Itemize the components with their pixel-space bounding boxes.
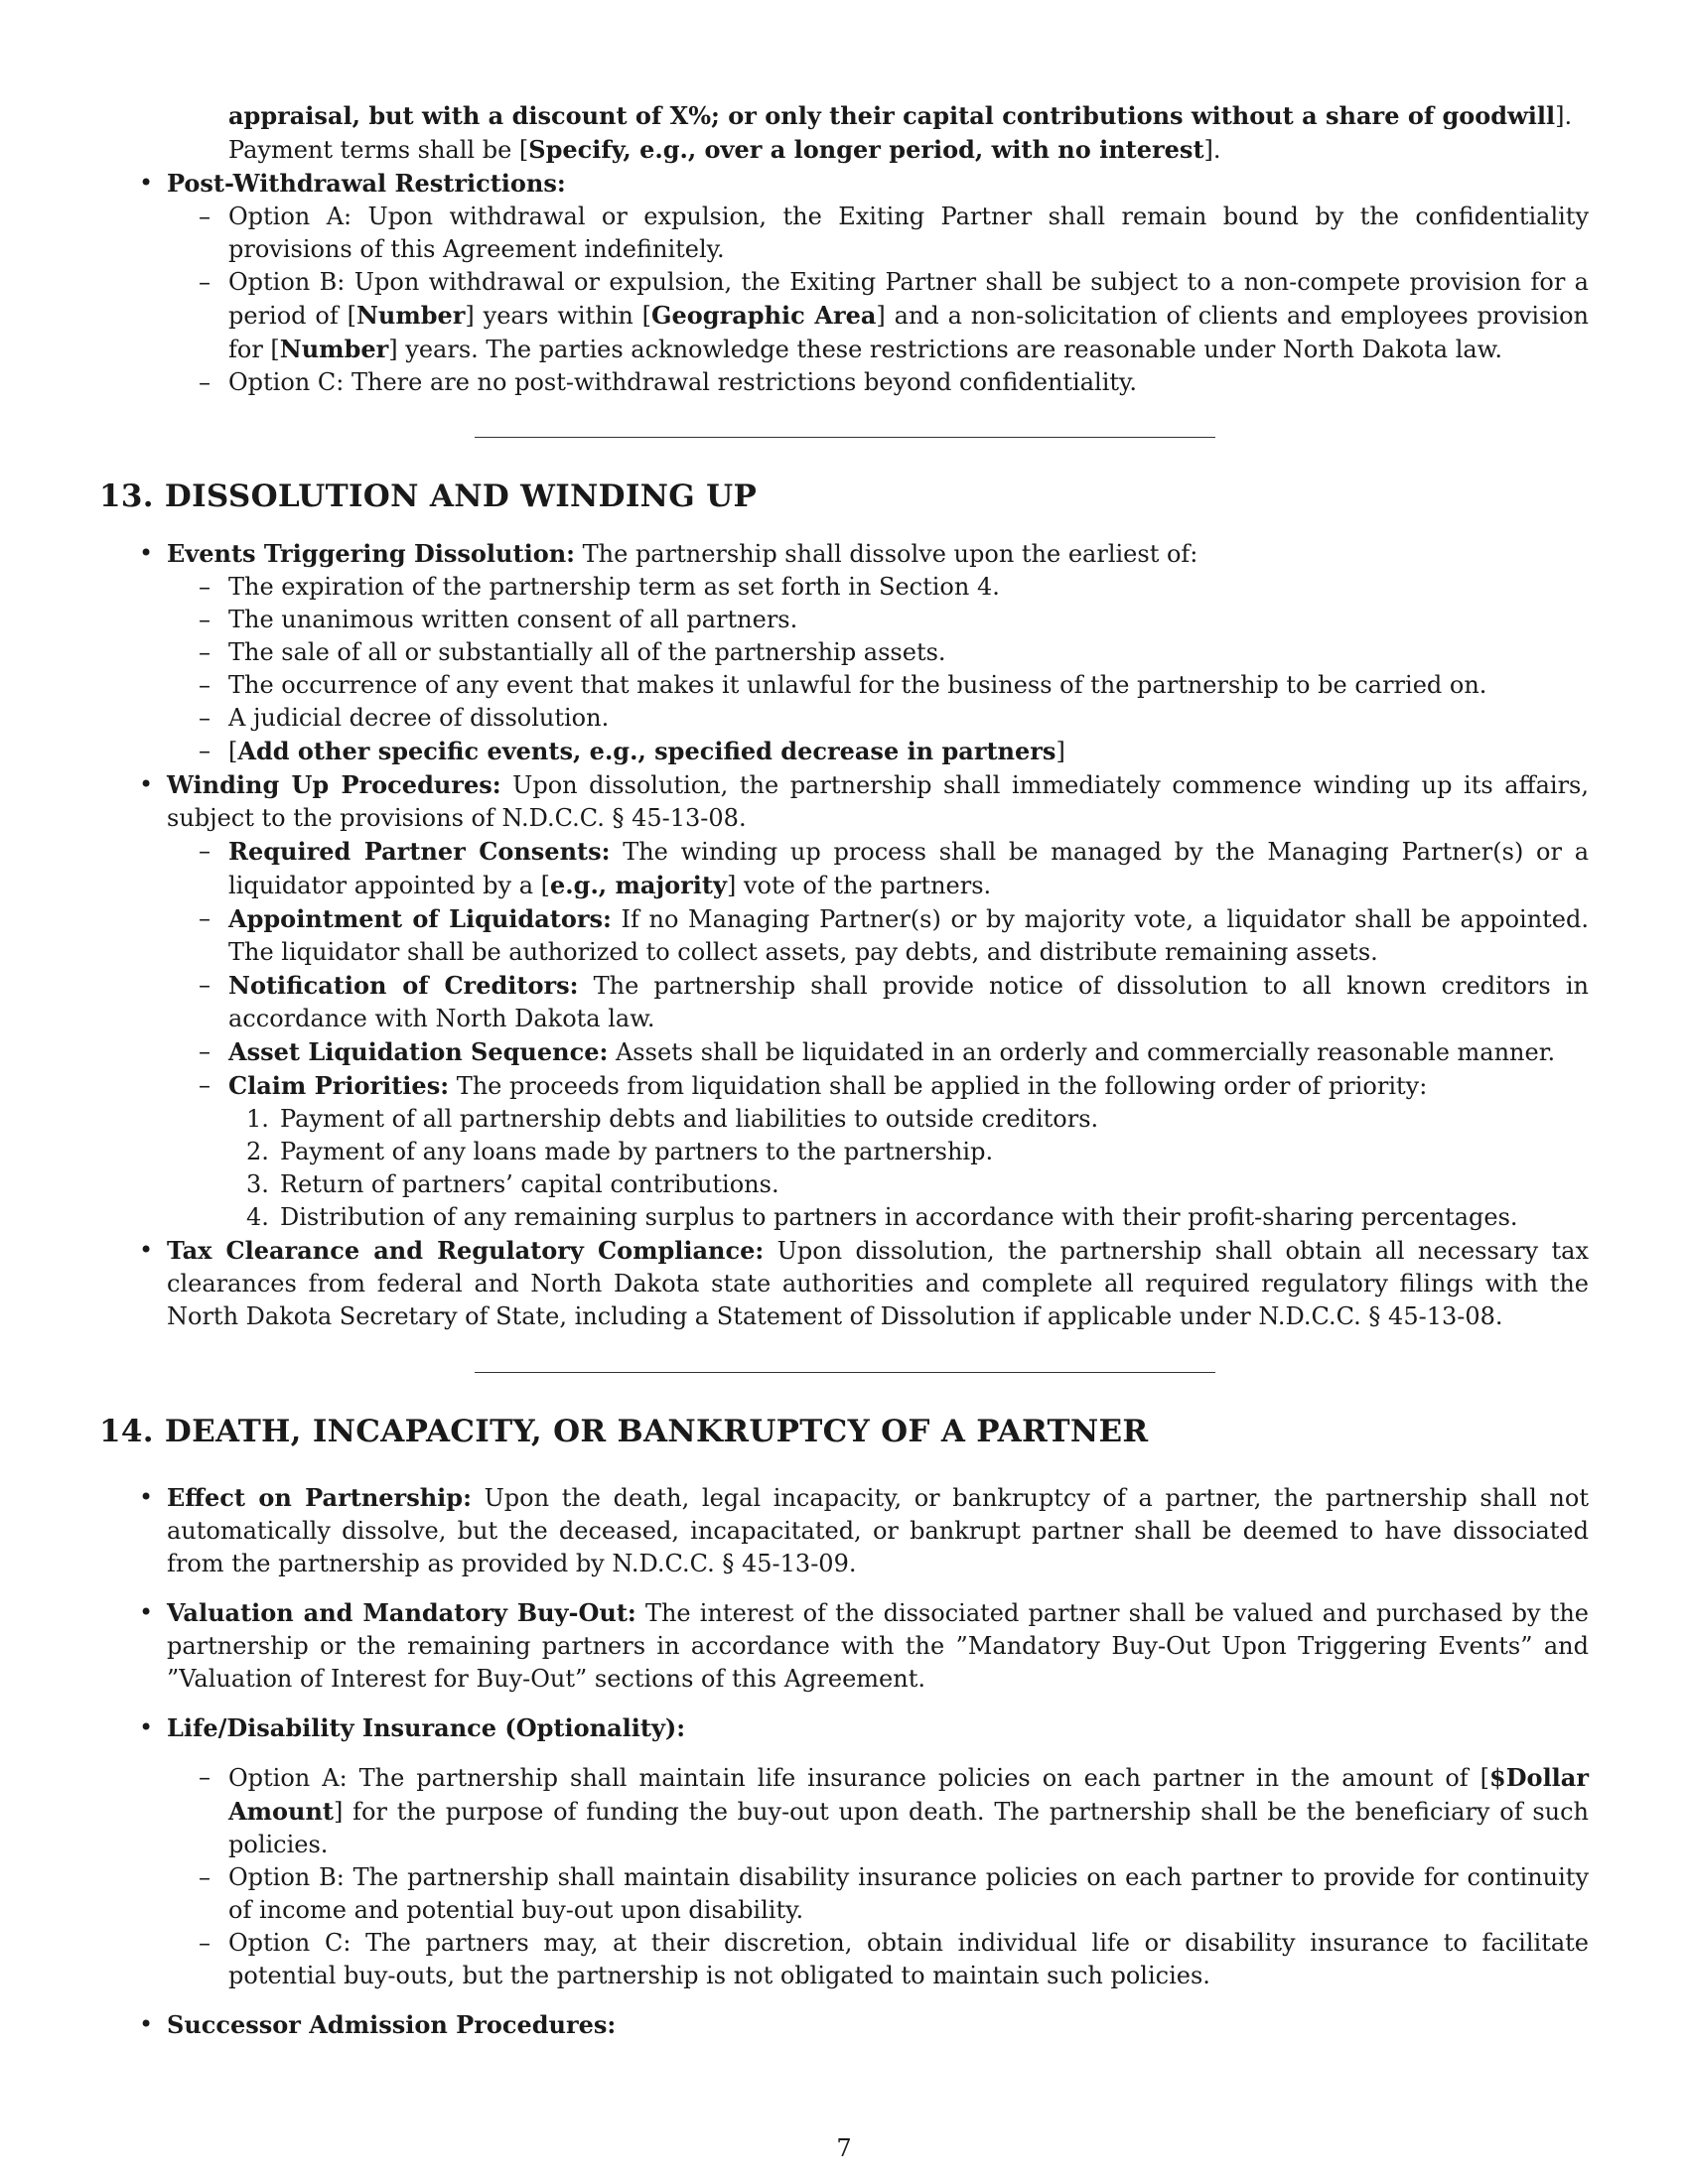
successor-item: • Successor Admission Procedures: bbox=[99, 2008, 1589, 2042]
event-1: – The expiration of the partnership term as set forth in Section 4. bbox=[99, 571, 1589, 604]
carryover-paragraph: appraisal, but with a discount of X%; or only their capital contributions without a share of goodwill]. Payment terms shall be [Specify, e.g., over a longer period, with no interest]. bbox=[228, 101, 1573, 164]
restrictions-item bbox=[99, 167, 1589, 399]
event-2: – The unanimous written consent of all partners. bbox=[99, 604, 1589, 636]
creditors-item: – Notification of Creditors: The partnership shall provide notice of dissolution to all known creditors in accordance with North Dakota law. bbox=[99, 969, 1589, 1035]
page-number: 7 bbox=[836, 2134, 852, 2162]
priority-4: 4. Distribution of any remaining surplus to partners in accordance with their profit-sharing percentages. bbox=[246, 1203, 1518, 1231]
restrictions-title: Post-Withdrawal Restrictions: bbox=[167, 169, 566, 198]
priority-2: 2. Payment of any loans made by partners to the partnership. bbox=[246, 1138, 994, 1165]
restriction-option-a: – Option A: Upon withdrawal or expulsion, the Exiting Partner shall remain bound by the confidentiality provisions of this Agreement indefinitely. bbox=[99, 201, 1589, 266]
section-13-heading: 13. DISSOLUTION AND WINDING UP bbox=[99, 478, 758, 514]
restriction-option-b: – Option B: Upon withdrawal or expulsion, the Exiting Partner shall be subject to a non-compete provision for a period of [Number] years within [Geographic Area] and a non-solicitation of clients and employees provision for [Number] years. The parties acknowledge these restrictions are reasonable under North Dakota law. bbox=[99, 266, 1589, 366]
tax-item: • Tax Clearance and Regulatory Compliance: Upon dissolution, the partnership shall obtain all necessary tax clearances from federal and North Dakota state authorities and complete all required regulatory filings with the North Dakota Secretary of State, including a Statement of Dissolution if applicable under N.D.C.C. § 45-13-08. bbox=[99, 1234, 1589, 1333]
carryover-bold: appraisal, but with a discount of X%; or only their capital contributions without a share of goodwill bbox=[228, 101, 1556, 130]
section-14-list bbox=[99, 1481, 1589, 2042]
section-13-list bbox=[99, 537, 1589, 1333]
effect-item: • Effect on Partnership: Upon the death, legal incapacity, or bankruptcy of a partner, the partnership shall not automatically dissolve, but the deceased, incapacitated, or bankrupt partner shall be deemed to have dissociated from the partnership as provided by N.D.C.C. § 45-13-09. bbox=[99, 1481, 1589, 1580]
consents-item: – Required Partner Consents: The winding up process shall be managed by the Managing Partner(s) or a liquidator appointed by a [e.g., majority] vote of the partners. bbox=[99, 835, 1589, 902]
section-divider-2 bbox=[475, 1372, 1215, 1373]
insurance-option-c: – Option C: The partners may, at their discretion, obtain individual life or disability insurance to facilitate potential buy-outs, but the partnership is not obligated to maintain such policies. bbox=[99, 1927, 1589, 1992]
events-item: • Events Triggering Dissolution: The partnership shall dissolve upon the earliest of: – The expiration of the partnership term as set forth in Section 4. – The unanimous written consent of all partners. – The sale of all or substantially all of the partnership assets. – The occurrence of any event that makes it unlawful for the business of the partnership to be carried on. – A judicial decree of dissolution. – [Add other specific events, e.g., specified decrease in partners] bbox=[99, 537, 1589, 768]
event-4: – The occurrence of any event that makes it unlawful for the business of the partnership to be carried on. bbox=[99, 669, 1589, 702]
event-3: – The sale of all or substantially all of the partnership assets. bbox=[99, 636, 1589, 669]
claims-item: – Claim Priorities: The proceeds from liquidation shall be applied in the following order of priority: 1. Payment of all partnership debts and liabilities to outside creditors. 2. Payment of any loans made by partners to the partnership. 3. Return of partners’ capital contributions. 4. Distribution of any remaining surplus to partners in accordance with their profit-sharing percentages. bbox=[99, 1069, 1589, 1234]
restriction-option-c: – Option C: There are no post-withdrawal restrictions beyond confidentiality. bbox=[99, 366, 1589, 399]
liquidation-item: – Asset Liquidation Sequence: Assets shall be liquidated in an orderly and commercially reasonable manner. bbox=[99, 1035, 1589, 1069]
event-6: – [Add other specific events, e.g., specified decrease in partners] bbox=[99, 735, 1589, 768]
priority-3: 3. Return of partners’ capital contributions. bbox=[246, 1170, 779, 1198]
winding-item: • Winding Up Procedures: Upon dissolution, the partnership shall immediately commence winding up its affairs, subject to the provisions of N.D.C.C. § 45-13-08. – Required Partner Consents: The winding up process shall be managed by the Managing Partner(s) or a liquidator appointed by a [e.g., majority] vote of the partners. – Appointment of Liquidators: If no Managing Partner(s) or by majority vote, a liquidator shall be appointed. The liquidator shall be authorized to collect assets, pay debts, and distribute remaining assets. – Notification of Creditors: The partnership shall provide notice of dissolution to all known creditors in accordance with North Dakota law. – Asset Liquidation Sequence: Assets shall be liquidated in an orderly and commercially reasonable manner. – Claim Priorities: The proceeds from liquidation shall be applied in the following order of priority: 1. Payment of all partnership debts and liabilities to outside creditors. 2. Payment of any loans made by partners to the partnership. 3. Return of partners’ capital contributions. 4. Distribution of any remaining surplus to partners in accordance with their profit-sharing percentages. bbox=[99, 768, 1589, 1234]
priority-1: 1. Payment of all partnership debts and liabilities to outside creditors. bbox=[246, 1105, 1099, 1133]
top-list bbox=[99, 99, 1589, 399]
liquidators-item: – Appointment of Liquidators: If no Managing Partner(s) or by majority vote, a liquidator shall be appointed. The liquidator shall be authorized to collect assets, pay debts, and distribute remaining assets. bbox=[99, 902, 1589, 969]
section-14-heading: 14. DEATH, INCAPACITY, OR BANKRUPTCY OF A PARTNER bbox=[99, 1414, 1149, 1449]
insurance-item: • Life/Disability Insurance (Optionality): – Option A: The partnership shall maintain life insurance policies on each partner in the amount of [$Dollar Amount] for the purpose of funding the buy-out upon death. The partnership shall be the beneficiary of such policies. – Option B: The partnership shall maintain disability insurance policies on each partner to provide for continuity of income and potential buy-out upon disability. – Option C: The partners may, at their discretion, obtain individual life or disability insurance to facilitate potential buy-outs, but the partnership is not obligated to maintain such policies. bbox=[99, 1711, 1589, 1992]
event-5: – A judicial decree of dissolution. bbox=[99, 702, 1589, 735]
insurance-option-b: – Option B: The partnership shall maintain disability insurance policies on each partner to provide for continuity of income and potential buy-out upon disability. bbox=[99, 1861, 1589, 1927]
insurance-option-a: – Option A: The partnership shall maintain life insurance policies on each partner in the amount of [$Dollar Amount] for the purpose of funding the buy-out upon death. The partnership shall be the beneficiary of such policies. bbox=[99, 1761, 1589, 1861]
section-divider-1 bbox=[475, 437, 1215, 438]
valuation-item: • Valuation and Mandatory Buy-Out: The interest of the dissociated partner shall be valued and purchased by the partnership or the remaining partners in accordance with the ”Mandatory Buy-Out Upon Triggering Events” and ”Valuation of Interest for Buy-Out” sections of this Agreement. bbox=[99, 1596, 1589, 1696]
